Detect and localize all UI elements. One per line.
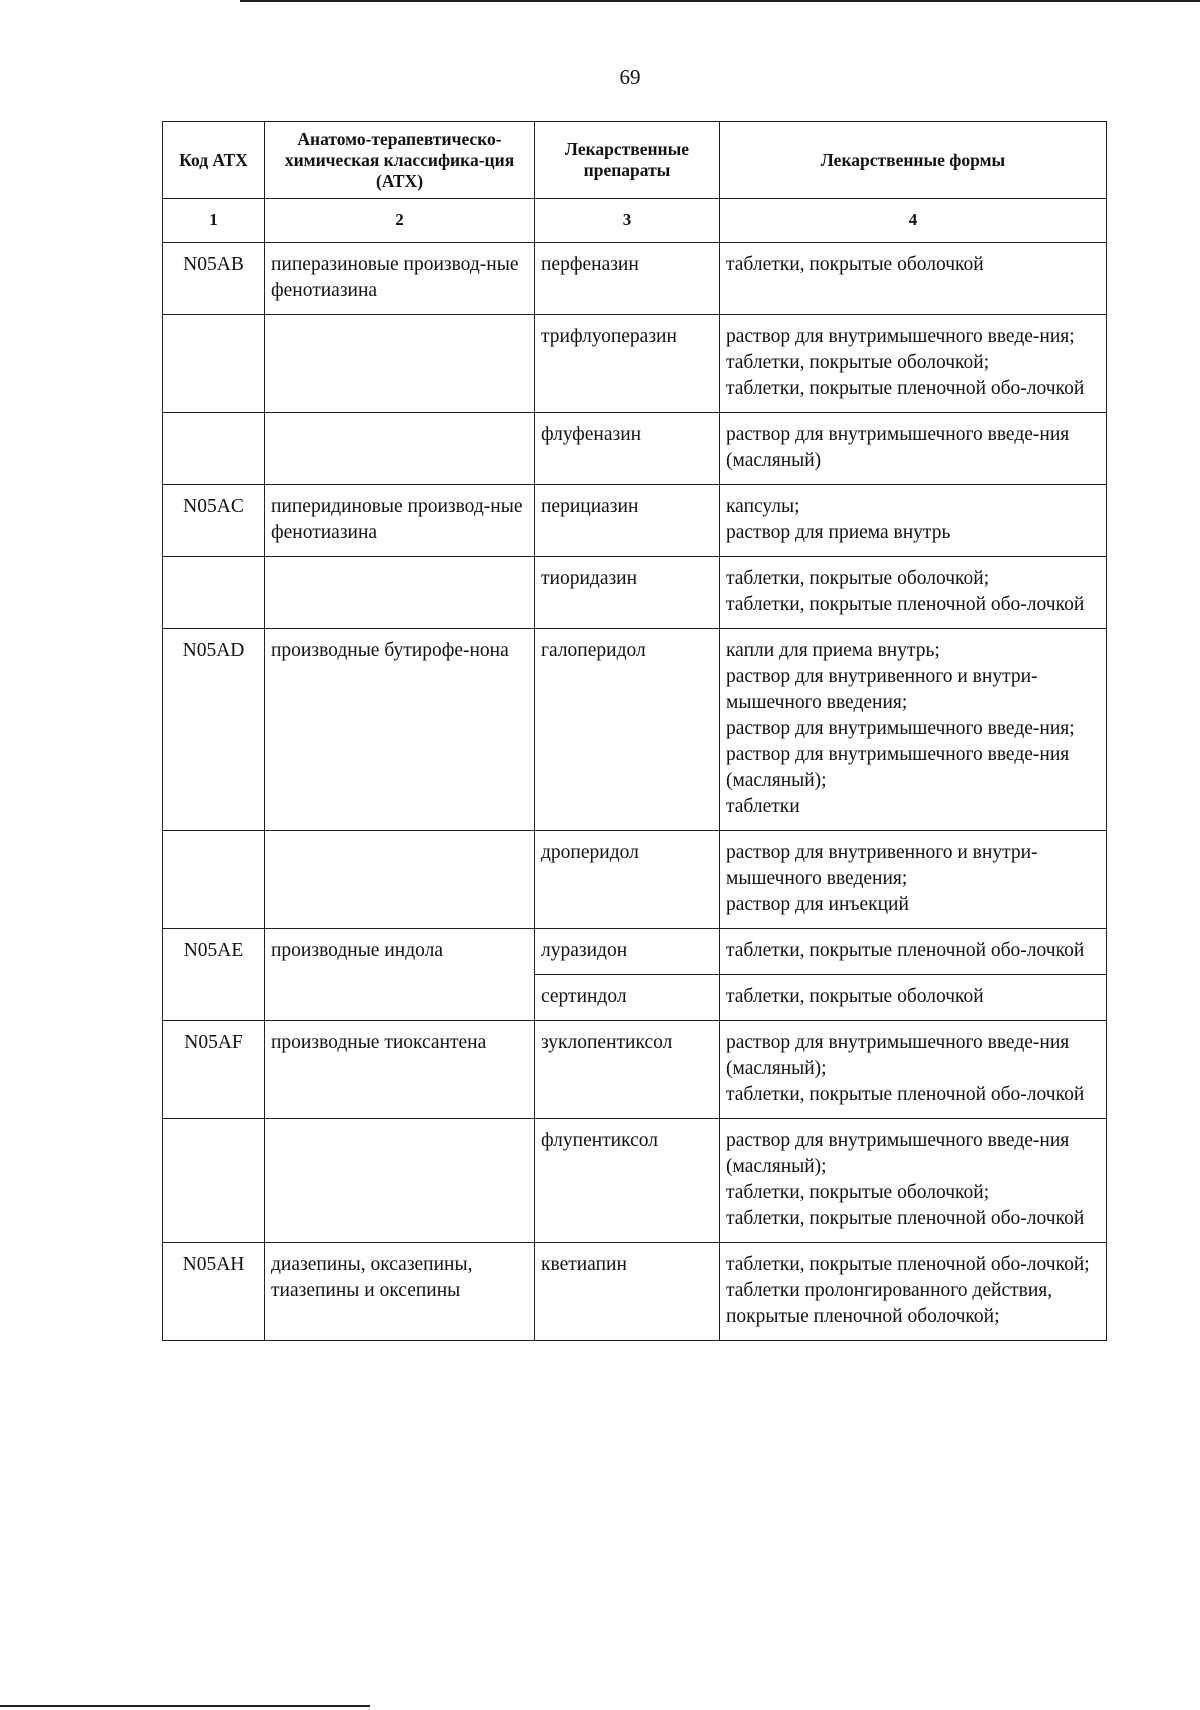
form-line: раствор для внутримышечного введе-ния;: [726, 326, 1075, 347]
form-line: таблетки, покрытые оболочкой;: [726, 352, 990, 373]
classification-cell: [265, 831, 535, 929]
classification-cell: [265, 1119, 535, 1243]
column-number: 2: [265, 199, 535, 243]
form-line: таблетки, покрытые пленочной обо-лочкой: [726, 940, 1085, 961]
atc-code-cell: N05AD: [163, 629, 265, 831]
header-forms: Лекарственные формы: [720, 122, 1107, 199]
atc-code-cell: N05AC: [163, 485, 265, 557]
drug-cell: зуклопентиксол: [535, 1021, 720, 1119]
atc-code-cell: [163, 315, 265, 413]
form-line: раствор для внутримышечного введе-ния (масляный);: [726, 1032, 1070, 1079]
classification-cell: [265, 315, 535, 413]
forms-cell: [720, 315, 1107, 413]
column-number-row: [163, 199, 1107, 243]
forms-cell: [720, 1021, 1107, 1119]
atc-code-cell: N05AB: [163, 243, 265, 315]
drug-cell: луразидон: [535, 929, 720, 975]
drug-cell: тиоридазин: [535, 557, 720, 629]
forms-cell: [720, 557, 1107, 629]
column-number: 3: [535, 199, 720, 243]
drug-cell: дроперидол: [535, 831, 720, 929]
form-line: таблетки, покрытые оболочкой: [726, 986, 984, 1007]
forms-cell: [720, 243, 1107, 315]
form-line: раствор для внутримышечного введе-ния;: [726, 718, 1075, 739]
form-line: таблетки, покрытые оболочкой: [726, 254, 984, 275]
form-line: капли для приема внутрь;: [726, 640, 940, 661]
form-line: раствор для внутривенного и внутри-мышечного введения;: [726, 842, 1038, 889]
form-line: таблетки, покрытые пленочной обо-лочкой: [726, 1208, 1085, 1229]
drug-cell: перфеназин: [535, 243, 720, 315]
form-line: таблетки, покрытые пленочной обо-лочкой;: [726, 1254, 1090, 1275]
atc-table: [162, 121, 1107, 1341]
form-line: раствор для инъекций: [726, 894, 909, 915]
form-line: таблетки, покрытые оболочкой;: [726, 1182, 990, 1203]
page-number: 69: [619, 65, 641, 89]
form-line: таблетки: [726, 796, 800, 817]
drug-cell: трифлуоперазин: [535, 315, 720, 413]
classification-cell: производные тиоксантена: [265, 1021, 535, 1119]
form-line: капсулы;: [726, 496, 800, 517]
form-line: раствор для внутримышечного введе-ния (масляный): [726, 424, 1070, 471]
forms-cell: [720, 975, 1107, 1021]
drug-cell: флупентиксол: [535, 1119, 720, 1243]
atc-code-cell: [163, 1119, 265, 1243]
header-drugs: Лекарственные препараты: [535, 122, 720, 199]
atc-code-cell: N05AE: [163, 929, 265, 1021]
top-rule: [240, 0, 1200, 2]
table-row: [163, 557, 1107, 629]
table-row: [163, 1119, 1107, 1243]
atc-code-cell: [163, 557, 265, 629]
form-line: таблетки, покрытые пленочной обо-лочкой: [726, 378, 1085, 399]
table-row: [163, 831, 1107, 929]
column-number: 4: [720, 199, 1107, 243]
header-row: [163, 122, 1107, 199]
form-line: таблетки, покрытые пленочной обо-лочкой: [726, 594, 1085, 615]
classification-cell: производные бутирофе-нона: [265, 629, 535, 831]
classification-cell: пиперазиновые производ-ные фенотиазина: [265, 243, 535, 315]
classification-cell: производные индола: [265, 929, 535, 1021]
form-line: раствор для приема внутрь: [726, 522, 951, 543]
form-line: раствор для внутривенного и внутри-мышечного введения;: [726, 666, 1038, 713]
atc-code-cell: N05AH: [163, 1243, 265, 1341]
drug-cell: кветиапин: [535, 1243, 720, 1341]
form-line: таблетки, покрытые оболочкой;: [726, 568, 990, 589]
classification-cell: диазепины, оксазепины, тиазепины и оксепины: [265, 1243, 535, 1341]
form-line: таблетки, покрытые пленочной обо-лочкой: [726, 1084, 1085, 1105]
atc-code-cell: [163, 413, 265, 485]
drug-cell: флуфеназин: [535, 413, 720, 485]
header-code: Код АТХ: [163, 122, 265, 199]
form-line: таблетки пролонгированного действия, покрытые пленочной оболочкой;: [726, 1280, 1053, 1327]
header-classification: Анатомо-терапевтическо-химическая классифика-ция (АТХ): [265, 122, 535, 199]
atc-code-cell: N05AF: [163, 1021, 265, 1119]
column-number: 1: [163, 199, 265, 243]
classification-cell: пиперидиновые производ-ные фенотиазина: [265, 485, 535, 557]
forms-cell: [720, 1243, 1107, 1341]
table-row: [163, 1021, 1107, 1119]
atc-code-cell: [163, 831, 265, 929]
form-line: раствор для внутримышечного введе-ния (масляный);: [726, 1130, 1070, 1177]
drug-cell: сертиндол: [535, 975, 720, 1021]
classification-cell: [265, 557, 535, 629]
forms-cell: [720, 485, 1107, 557]
forms-cell: [720, 831, 1107, 929]
classification-cell: [265, 413, 535, 485]
forms-cell: [720, 629, 1107, 831]
table-row: [163, 629, 1107, 831]
table-row: [163, 243, 1107, 315]
table-row: [163, 485, 1107, 557]
form-line: раствор для внутримышечного введе-ния (масляный);: [726, 744, 1070, 791]
forms-cell: [720, 1119, 1107, 1243]
table-row: [163, 413, 1107, 485]
forms-cell: [720, 929, 1107, 975]
table-row: [163, 929, 1107, 975]
drug-cell: галоперидол: [535, 629, 720, 831]
bottom-rule: [0, 1705, 370, 1707]
table-row: [163, 315, 1107, 413]
forms-cell: [720, 413, 1107, 485]
drug-cell: перициазин: [535, 485, 720, 557]
table-row: [163, 1243, 1107, 1341]
